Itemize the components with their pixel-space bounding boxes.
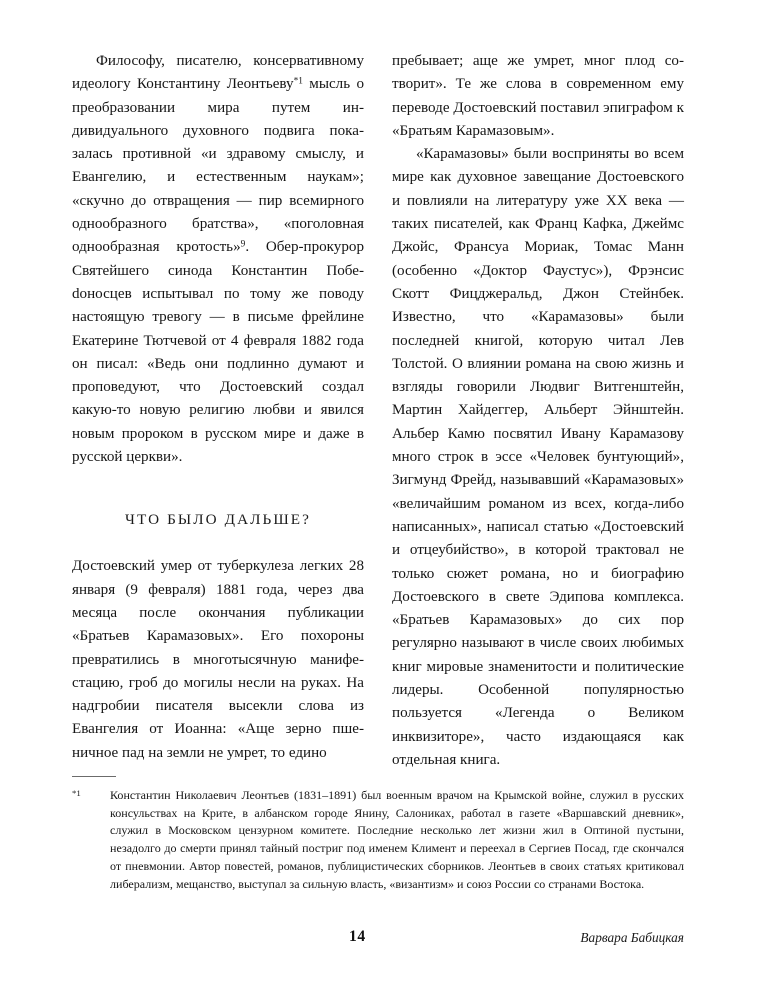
page-number: 14 — [349, 928, 366, 945]
paragraph-death-and-funeral: Достоевский умер от туберкулеза легких 28 января (9 февраля) 1881 года, через два месяца после окончания публикации «Братьев Карамазовых». Его похороны превратились в многотысячную манифестацию, гроб до могилы несли на руках. На надгробии писателя высекли слова из Евангелия от Иоанна: «Аще зерно пшеничное пад на земли не умрет, то едино — [72, 558, 364, 761]
footnote-text: Константин Николаевич Леонтьев (1831–1891) был военным врачом на Крымской войне, служил в русских консульствах на Крите, в албанском городе Янину, Салониках, работал в газете «Варшавский дневник», служил в Московском цензурном комитете. Последние несколько лет жизни жил в Оптиной пустыни, незадолго до смерти принял тайный постриг под именем Климент и переехал в Сергиев Посад, где скончался от пневмонии. Автор повестей, романов, публицистических сборников. Леонтьев в своих статьях критиковал либерализм, мещанство, выступал за сильную власть, «византизм» и союз России со странами Востока. — [110, 788, 684, 891]
running-footer — [72, 928, 684, 950]
right-column — [392, 50, 684, 768]
left-column — [72, 50, 364, 762]
footnote-row — [72, 787, 684, 893]
footnote-block — [72, 776, 684, 893]
paragraph-leontiev: Философу, писателю, консервативному идеологу Константину Леонтьеву$^{*1}$ мысль о преобразовании мира путем индивидуального духовного подвига показалась противной «и здравому смыслу, и Евангелию, и естественным наукам»; «скучно до отвращения — пир всемирного однообразного братства», «поголовная однообразная кротость»$^9$. Обер-прокурор Святейшего синода Константин Побеdоносцев испытывал по тому же поводу настоящую тревогу — в письме фрейлине Екатерине Тютчевой от 4 февраля 1882 года он писал: «Ведь они подлинно думают и проповедуют, что Достоевский создал какую-то новую религию любви и явился новым пророком в русском мире и даже в русской церкви». — [72, 53, 364, 466]
paragraph-worldwide-influence: «Карамазовы» были восприняты во всем мире как духовное завещание Достоевского и повлияли на литературу уже XX века — таких писателей, как Франц Кафка, Джеймс Джойс, Франсуа Мориак, Томас Манн (особенно «Доктор Фаустус»), Фрэнсис Скотт Фицджеральд, Джон Стейнбек. Известно, что «Карамазовы» были последней книгой, которую читал Лев Толстой. О влиянии романа на свою жизнь и взгляды говорили Людвиг Витгенштейн, Мартин Хайдеггер, Альберт Эйнштейн. Альбер Камю посвятил Ивану Карамазову много строк в эссе «Человек бунтующий», Зигмунд Фрейд, называвший «Карамазовых» «величайшим романом из всех, когда-либо написанных», написал статью «Достоевский и отцеубийство», в которой трактовал не только сюжет романа, но и биографию Достоевского в свете Эдипова комплекса. «Братьев Карамазовых» до сих пор регулярно называют в числе своих любимых книг мировые знаменитости и политические лидеры. Особенной популярностью пользуется «Легенда о Великом инквизиторе», часто издающаяся как отдельная книга. — [392, 146, 684, 768]
paragraph-epigraph-continued: пребывает; аще же умрет, мног плод сотворит». Те же слова в современном ему переводе Достоевский поставил эпиграфом к «Братьям Карамазовым». — [392, 53, 684, 139]
section-heading-what-happened-next: ЧТО БЫЛО ДАЛЬШЕ? — [124, 511, 312, 529]
footnote-separator-rule — [72, 776, 116, 777]
footer-author-name: Варвара Бабицкая — [580, 930, 684, 945]
footnote-marker: *1 — [72, 787, 81, 798]
two-column-text-body — [72, 50, 684, 768]
